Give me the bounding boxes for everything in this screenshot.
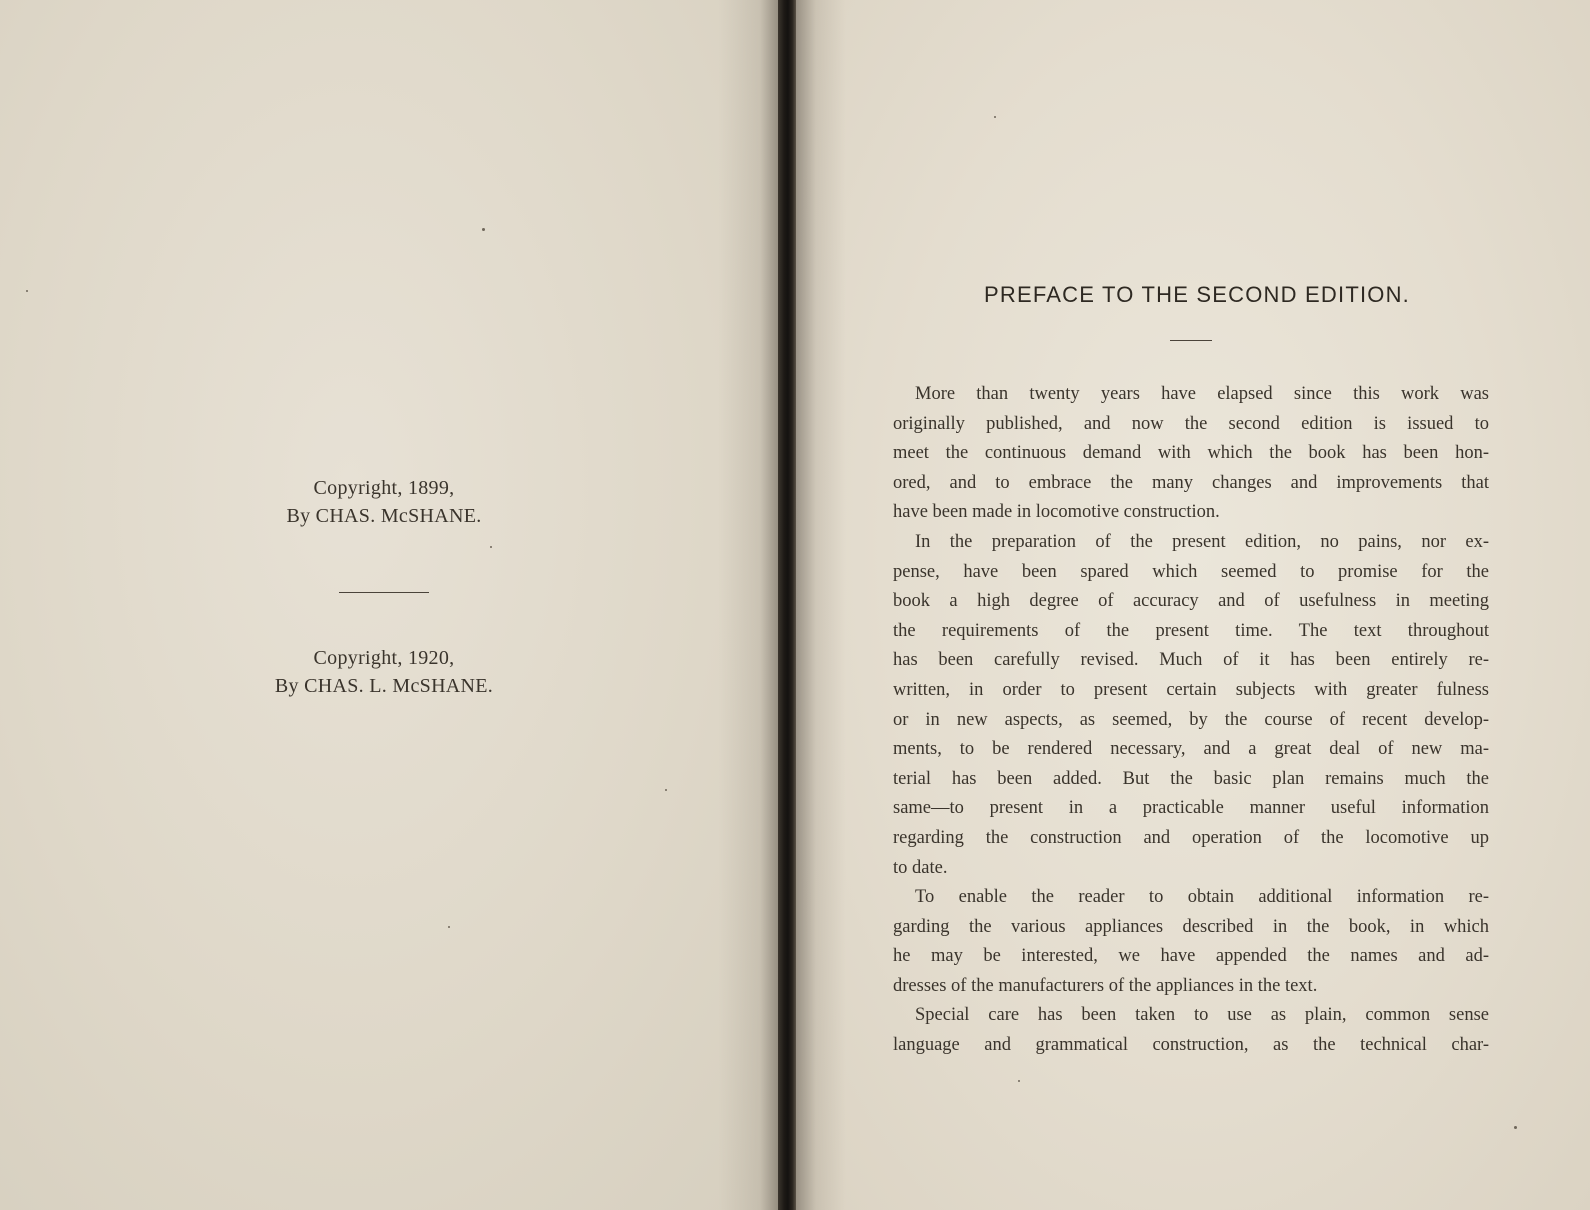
preface-line: More than twenty years have elapsed since this work was	[915, 384, 1489, 404]
copyright-1920-line2: By CHAS. L. McSHANE.	[274, 675, 494, 697]
title-divider	[1170, 340, 1212, 341]
preface-line: To enable the reader to obtain additional information re-	[915, 887, 1489, 908]
copyright-1899-line1: Copyright, 1899,	[313, 477, 455, 499]
preface-line: the requirements of the present time. The text throughout	[893, 620, 1489, 641]
preface-line: has been carefully revised. Much of it has been entirely re-	[893, 650, 1489, 671]
paper-speck	[665, 789, 667, 791]
preface-line: regarding the construction and operation of the locomotive up	[893, 827, 1489, 848]
paper-speck	[490, 546, 492, 548]
paper-speck	[1514, 1126, 1517, 1129]
preface-title: PREFACE TO THE SECOND EDITION.	[984, 282, 1410, 307]
preface-line: In the preparation of the present edition, no pains, nor ex-	[915, 531, 1489, 552]
copyright-divider	[339, 592, 429, 593]
preface-line: ored, and to embrace the many changes and improvements that	[893, 472, 1489, 493]
preface-line: pense, have been spared which seemed to promise for the	[893, 561, 1489, 582]
left-page	[0, 0, 778, 1210]
paper-speck	[482, 228, 485, 231]
preface-line: same—to present in a practicable manner useful information	[893, 798, 1489, 819]
preface-line: he may be interested, we have appended the names and ad-	[893, 946, 1489, 967]
preface-body	[893, 380, 1489, 1061]
preface-line: terial has been added. But the basic plan remains much the	[893, 768, 1489, 789]
paper-speck	[26, 290, 28, 292]
paper-speck	[1018, 1080, 1020, 1082]
preface-line: book a high degree of accuracy and of usefulness in meeting	[893, 591, 1489, 612]
preface-line: or in new aspects, as seemed, by the course of recent develop-	[893, 709, 1489, 730]
copyright-1920	[234, 644, 534, 700]
copyright-1899	[234, 474, 534, 530]
paper-speck	[994, 116, 996, 118]
copyright-1920-line1: Copyright, 1920,	[313, 647, 455, 669]
preface-line: have been made in locomotive construction.	[893, 502, 1220, 523]
preface-line: originally published, and now the second edition is issued to	[893, 413, 1489, 434]
preface-line: to date.	[893, 857, 948, 878]
preface-line: Special care has been taken to use as plain, common sense	[915, 1005, 1489, 1026]
copyright-1899-line2: By CHAS. McSHANE.	[286, 505, 482, 527]
preface-line: dresses of the manufacturers of the appliances in the text.	[893, 975, 1318, 996]
preface-line: written, in order to present certain subjects with greater fulness	[893, 679, 1489, 700]
preface-line: ments, to be rendered necessary, and a great deal of new ma-	[893, 739, 1489, 760]
paper-speck	[448, 926, 450, 928]
preface-line: garding the various appliances described in the book, in which	[893, 916, 1489, 937]
book-gutter	[778, 0, 796, 1210]
preface-line: meet the continuous demand with which the book has been hon-	[893, 443, 1489, 464]
preface-line: language and grammatical construction, as the technical char-	[893, 1035, 1489, 1056]
